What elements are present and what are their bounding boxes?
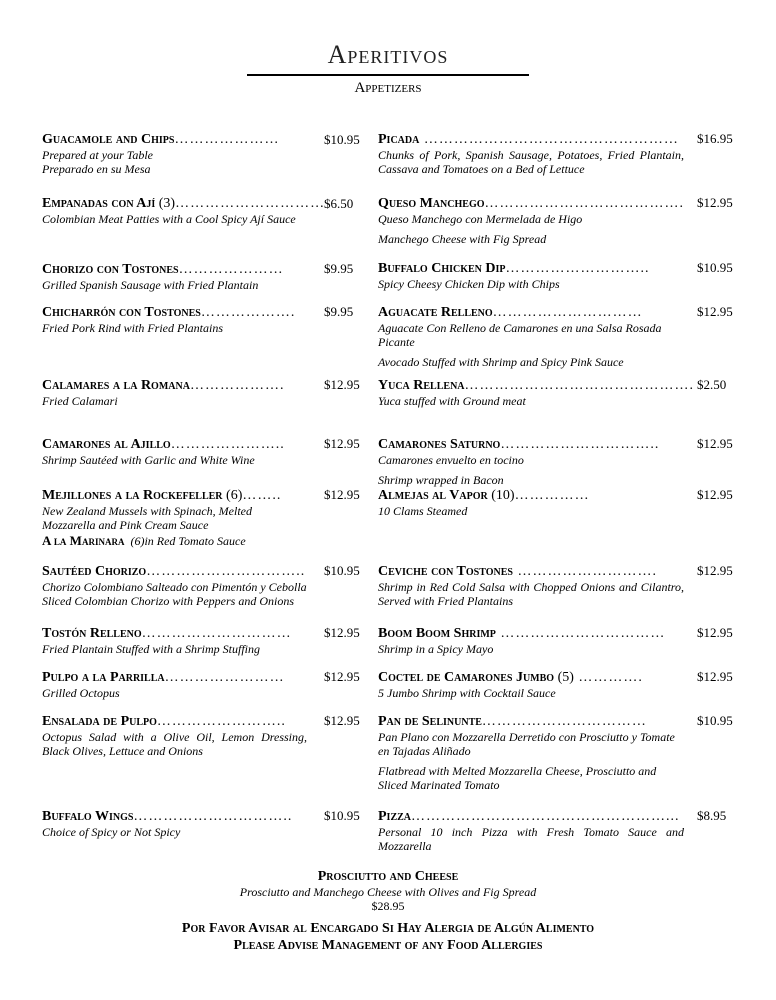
item-price: $10.95 [324, 563, 360, 578]
item-price: $12.95 [324, 713, 360, 728]
item-price: $12.95 [324, 625, 360, 640]
item-name: Chorizo con Tostones [42, 262, 179, 277]
item-price: $12.95 [697, 195, 733, 210]
item-price: $12.95 [697, 563, 733, 578]
menu-item-mejillones [42, 488, 307, 548]
item-price: $12.95 [697, 304, 733, 319]
menu-item-camarones-saturno [378, 437, 684, 487]
item-price: $12.95 [324, 436, 360, 451]
item-desc: Chunks of Pork, Spanish Sausage, Potatoes, Fried Plantain, Cassava and Tomatoes on a Bed of Lettuce [378, 148, 684, 176]
menu-item-guacamole [42, 132, 307, 176]
item-desc: Prepared at your Table [42, 148, 153, 162]
item-desc: Choice of Spicy or Not Spicy [42, 825, 181, 839]
item-name: Aguacate Relleno [378, 305, 493, 320]
item-desc: Fried Calamari [42, 394, 118, 408]
item-price: $12.95 [697, 669, 733, 684]
menu-item-pulpo-parrilla [42, 670, 307, 700]
item-price: $9.95 [324, 304, 354, 319]
item-quantity: (6) [222, 488, 243, 503]
item-name: Picada [378, 132, 420, 147]
title-divider [247, 74, 529, 76]
menu-item-toston-relleno [42, 626, 307, 656]
item-name: Coctel de Camarones Jumbo [378, 670, 555, 685]
item-quantity: (3) [155, 196, 176, 211]
item-desc: Avocado Stuffed with Shrimp and Spicy Pink Sauce [378, 355, 624, 369]
item-desc: Shrimp Sautéed with Garlic and White Wine [42, 453, 255, 467]
menu-item-yuca-rellena [378, 378, 695, 408]
special-item [0, 869, 776, 913]
item-desc: Fried Plantain Stuffed with a Shrimp Stuffing [42, 642, 260, 656]
menu-item-pan-selinunte [378, 714, 684, 792]
item-desc: Manchego Cheese with Fig Spread [378, 232, 547, 246]
menu-item-aguacate-relleno [378, 305, 684, 369]
item-leader: ………………………. [512, 564, 657, 579]
item-leader: …………. [573, 670, 643, 685]
item-price: $12.95 [697, 436, 733, 451]
item-leader: ………………………….. [133, 809, 293, 824]
menu-item-chicharron [42, 305, 307, 335]
item-leader: ……………………………………………... [411, 809, 680, 824]
menu-item-ceviche [378, 564, 684, 608]
menu-item-empanadas [42, 196, 326, 226]
menu-item-almejas [378, 488, 684, 518]
item-price: $12.95 [697, 625, 733, 640]
item-leader: ………………………………………. [464, 378, 695, 393]
item-name: Ceviche con Tostones [378, 564, 513, 579]
item-name: Calamares a la Romana [42, 378, 190, 393]
item-desc: Camarones envuelto en tocino [378, 453, 524, 467]
item-desc: Shrimp in Red Cold Salsa with Chopped Onions and Cilantro, Served with Fried Plantains [378, 580, 684, 608]
item-desc: Shrimp wrapped in Bacon [378, 473, 504, 487]
item-desc: Octopus Salad with a Olive Oil, Lemon Dressing, Black Olives, Lettuce and Onions [42, 730, 307, 758]
item-desc: Shrimp in a Spicy Mayo [378, 642, 494, 656]
item-leader: …….. [242, 488, 282, 503]
item-variant [42, 534, 307, 548]
item-desc: Preparado en su Mesa [42, 162, 151, 176]
item-leader: …………………………………………… [419, 132, 679, 147]
special-price: $28.95 [371, 899, 405, 913]
item-leader: ………………………….. [500, 437, 660, 452]
item-leader: ………………….. [170, 437, 285, 452]
allergy-notice [0, 920, 776, 954]
menu-item-queso-manchego [378, 196, 684, 246]
item-price: $12.95 [324, 377, 360, 392]
item-desc: Pan Plano con Mozzarella Derretido con Prosciutto y Tomate en Tajadas Aliñado [378, 730, 675, 758]
menu-header [0, 40, 776, 96]
menu-item-boom-boom-shrimp [378, 626, 684, 656]
item-price: $12.95 [324, 669, 360, 684]
item-desc: 10 Clams Steamed [378, 504, 468, 518]
item-desc: Grilled Octopus [42, 686, 120, 700]
menu-item-sauteed-chorizo [42, 564, 307, 608]
variant-name: A la Marinara [42, 533, 125, 548]
item-desc: Grilled Spanish Sausage with Fried Plantain [42, 278, 259, 292]
menu-item-picada [378, 132, 684, 176]
item-name: Buffalo Chicken Dip [378, 261, 506, 276]
item-price: $6.50 [324, 196, 354, 211]
page-subtitle: Appetizers [354, 80, 422, 96]
item-desc: Sliced Colombian Chorizo with Peppers and Onions [42, 594, 294, 608]
item-name: Queso Manchego [378, 196, 485, 211]
item-desc: 5 Jumbo Shrimp with Cocktail Sauce [378, 686, 556, 700]
item-name: Pulpo a la Parrilla [42, 670, 165, 685]
special-desc: Prosciutto and Manchego Cheese with Olives and Fig Spread [239, 885, 537, 899]
item-leader: ………………. [200, 305, 296, 320]
item-leader: …………………………………. [484, 196, 685, 211]
item-name: Sautéed Chorizo [42, 564, 147, 579]
item-name: Tostón Relleno [42, 626, 142, 641]
item-leader: ………………… [178, 262, 284, 277]
item-leader: ………………………… [141, 626, 292, 641]
item-desc: Fried Pork Rind with Fried Plantains [42, 321, 223, 335]
item-price: $16.95 [697, 131, 733, 146]
item-name: Yuca Rellena [378, 378, 465, 393]
item-price: $10.95 [324, 132, 360, 147]
page-title: Aperitivos [327, 40, 449, 69]
item-leader: ………………. [189, 378, 285, 393]
allergy-notice-english: Please Advise Management of any Food Allergies [233, 938, 543, 953]
item-quantity: (5) [554, 670, 574, 685]
item-leader: …………………….. [156, 714, 286, 729]
item-leader: …………………… [164, 670, 285, 685]
variant-desc: (6)in Red Tomato Sauce [130, 534, 246, 548]
item-desc: Personal 10 inch Pizza with Fresh Tomato Sauce and Mozzarella [378, 825, 684, 853]
item-name: Guacamole and Chips [42, 132, 175, 147]
item-leader: …………………………… [481, 714, 647, 729]
item-quantity: (10) [487, 488, 515, 503]
item-leader: ……………………….. [505, 261, 650, 276]
item-price: $9.95 [324, 261, 354, 276]
item-name: Ensalada de Pulpo [42, 714, 157, 729]
item-name: Boom Boom Shrimp [378, 626, 496, 641]
item-leader: …………… [514, 488, 590, 503]
item-price: $12.95 [697, 487, 733, 502]
item-desc: New Zealand Mussels with Spinach, Melted Mozzarella and Pink Cream Sauce [42, 504, 252, 532]
special-name: Prosciutto and Cheese [317, 869, 459, 884]
item-name: Camarones al Ajillo [42, 437, 171, 452]
item-name: Camarones Saturno [378, 437, 501, 452]
menu-item-buffalo-wings [42, 809, 307, 839]
item-name: Almejas al Vapor [378, 488, 488, 503]
item-name: Pan de Selinunte [378, 714, 482, 729]
item-price: $10.95 [324, 808, 360, 823]
item-desc: Aguacate Con Relleno de Camarones en una Salsa Rosada Picante [378, 321, 662, 349]
item-price: $10.95 [697, 713, 733, 728]
item-price: $10.95 [697, 260, 733, 275]
item-price: $12.95 [324, 487, 360, 502]
menu-item-pizza [378, 809, 684, 853]
menu-item-chorizo-tostones [42, 262, 307, 292]
item-desc: Colombian Meat Patties with a Cool Spicy Ají Sauce [42, 212, 296, 226]
menu-item-buffalo-chicken-dip [378, 261, 684, 291]
item-name: Buffalo Wings [42, 809, 134, 824]
item-desc: Queso Manchego con Mermelada de Higo [378, 212, 583, 226]
item-desc: Spicy Cheesy Chicken Dip with Chips [378, 277, 560, 291]
item-leader: ………………………… [175, 196, 326, 211]
item-leader: ………………… [174, 132, 280, 147]
item-price: $8.95 [697, 808, 727, 823]
item-name: Mejillones a la Rockefeller [42, 488, 223, 503]
item-desc: Flatbread with Melted Mozzarella Cheese, Prosciutto and Sliced Marinated Tomato [378, 764, 657, 792]
item-price: $2.50 [697, 377, 727, 392]
item-name: Empanadas con Ají [42, 196, 156, 211]
menu-item-ensalada-pulpo [42, 714, 307, 758]
item-desc: Yuca stuffed with Ground meat [378, 394, 526, 408]
item-name: Chicharrón con Tostones [42, 305, 201, 320]
menu-item-coctel-camarones [378, 670, 684, 700]
menu-item-calamares [42, 378, 307, 408]
item-desc: Chorizo Colombiano Salteado con Pimentón y Cebolla [42, 580, 307, 594]
item-name: Pizza [378, 809, 412, 824]
allergy-notice-spanish: Por Favor Avisar al Encargado Si Hay Alergia de Algún Alimento [181, 921, 595, 936]
menu-item-camarones-ajillo [42, 437, 307, 467]
item-leader: ………………………… [492, 305, 643, 320]
item-leader: …………………………… [495, 626, 666, 641]
item-leader: ………………………….. [146, 564, 306, 579]
